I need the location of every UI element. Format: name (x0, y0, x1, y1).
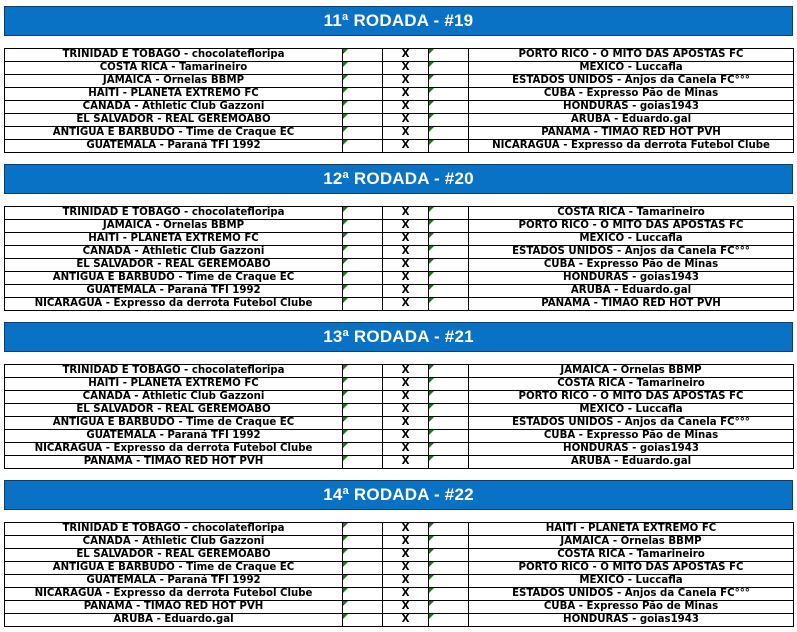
match-table (4, 48, 794, 153)
home-team: ANTIGUA E BARBUDO - Time de Craque EC (5, 127, 343, 140)
home-score-cell[interactable] (343, 404, 383, 417)
versus-label: X (383, 49, 429, 62)
match-row (5, 443, 794, 456)
home-score-cell[interactable] (343, 127, 383, 140)
home-score-cell[interactable] (343, 259, 383, 272)
home-team: HAITI - PLANETA EXTREMO FC (5, 88, 343, 101)
away-score-cell[interactable] (429, 365, 469, 378)
home-score-cell[interactable] (343, 298, 383, 311)
home-score-cell[interactable] (343, 601, 383, 614)
match-row (5, 391, 794, 404)
match-row (5, 207, 794, 220)
versus-label: X (383, 298, 429, 311)
home-score-cell[interactable] (343, 272, 383, 285)
versus-label: X (383, 443, 429, 456)
versus-label: X (383, 588, 429, 601)
away-score-cell[interactable] (429, 523, 469, 536)
away-score-cell[interactable] (429, 285, 469, 298)
versus-label: X (383, 378, 429, 391)
away-team: ESTADOS UNIDOS - Anjos da Canela FC°°° (469, 588, 794, 601)
away-score-cell[interactable] (429, 391, 469, 404)
match-row (5, 246, 794, 259)
round-header: 14ª RODADA - #22 (4, 480, 793, 510)
home-team: COSTA RICA - Tamarineiro (5, 62, 343, 75)
home-score-cell[interactable] (343, 391, 383, 404)
match-row (5, 601, 794, 614)
away-team: COSTA RICA - Tamarineiro (469, 207, 794, 220)
home-team: TRINIDAD E TOBAGO - chocolatefloripa (5, 365, 343, 378)
match-row (5, 62, 794, 75)
home-score-cell[interactable] (343, 101, 383, 114)
home-team: JAMAICA - Ornelas BBMP (5, 75, 343, 88)
home-score-cell[interactable] (343, 114, 383, 127)
versus-label: X (383, 391, 429, 404)
away-score-cell[interactable] (429, 456, 469, 469)
away-team: JAMAICA - Ornelas BBMP (469, 365, 794, 378)
home-score-cell[interactable] (343, 523, 383, 536)
away-score-cell[interactable] (429, 272, 469, 285)
away-team: MÉXICO - Luccafla (469, 404, 794, 417)
home-team: EL SALVADOR - REAL GEREMOABO (5, 259, 343, 272)
away-score-cell[interactable] (429, 127, 469, 140)
away-score-cell[interactable] (429, 49, 469, 62)
home-score-cell[interactable] (343, 140, 383, 153)
match-row (5, 75, 794, 88)
home-team: HAITI - PLANETA EXTREMO FC (5, 378, 343, 391)
round-section (4, 322, 793, 467)
match-row (5, 220, 794, 233)
away-score-cell[interactable] (429, 378, 469, 391)
away-score-cell[interactable] (429, 140, 469, 153)
versus-label: X (383, 101, 429, 114)
versus-label: X (383, 417, 429, 430)
round-section (4, 6, 793, 151)
home-team: ANTIGUA E BARBUDO - Time de Craque EC (5, 562, 343, 575)
home-score-cell[interactable] (343, 220, 383, 233)
away-score-cell[interactable] (429, 220, 469, 233)
away-score-cell[interactable] (429, 443, 469, 456)
away-team: COSTA RICA - Tamarineiro (469, 549, 794, 562)
home-team: TRINIDAD E TOBAGO - chocolatefloripa (5, 49, 343, 62)
match-row (5, 588, 794, 601)
versus-label: X (383, 233, 429, 246)
home-team: GUATEMALA - Paraná TFI 1992 (5, 430, 343, 443)
away-score-cell[interactable] (429, 404, 469, 417)
match-row (5, 523, 794, 536)
home-score-cell[interactable] (343, 88, 383, 101)
match-row (5, 417, 794, 430)
away-score-cell[interactable] (429, 614, 469, 627)
away-score-cell[interactable] (429, 536, 469, 549)
away-score-cell[interactable] (429, 75, 469, 88)
home-score-cell[interactable] (343, 378, 383, 391)
away-team: CUBA - Expresso Pão de Minas (469, 601, 794, 614)
versus-label: X (383, 601, 429, 614)
away-team: NICARAGUA - Expresso da derrota Futebol Clube (469, 140, 794, 153)
match-row (5, 101, 794, 114)
home-score-cell[interactable] (343, 614, 383, 627)
home-team: EL SALVADOR - REAL GEREMOABO (5, 404, 343, 417)
versus-label: X (383, 272, 429, 285)
versus-label: X (383, 549, 429, 562)
match-row (5, 285, 794, 298)
away-team: MÉXICO - Luccafla (469, 62, 794, 75)
round-header: 13ª RODADA - #21 (4, 322, 793, 352)
match-row (5, 614, 794, 627)
away-score-cell[interactable] (429, 101, 469, 114)
match-row (5, 536, 794, 549)
match-row (5, 259, 794, 272)
away-team: PORTO RICO - O MITO DAS APOSTAS FC (469, 391, 794, 404)
home-team: GUATEMALA - Paraná TFI 1992 (5, 575, 343, 588)
home-score-cell[interactable] (343, 285, 383, 298)
home-team: JAMAICA - Ornelas BBMP (5, 220, 343, 233)
home-team: EL SALVADOR - REAL GEREMOABO (5, 114, 343, 127)
home-team: CANADÁ - Athletic Club Gazzoni (5, 101, 343, 114)
away-score-cell[interactable] (429, 430, 469, 443)
away-team: MÉXICO - Luccafla (469, 575, 794, 588)
match-row (5, 562, 794, 575)
away-team: ESTADOS UNIDOS - Anjos da Canela FC°°° (469, 75, 794, 88)
home-score-cell[interactable] (343, 75, 383, 88)
match-table (4, 206, 794, 311)
versus-label: X (383, 259, 429, 272)
home-team: ANTIGUA E BARBUDO - Time de Craque EC (5, 272, 343, 285)
versus-label: X (383, 285, 429, 298)
match-row (5, 140, 794, 153)
home-score-cell[interactable] (343, 588, 383, 601)
home-team: NICARAGUA - Expresso da derrota Futebol Clube (5, 298, 343, 311)
home-team: PANAMÁ - TIMÃO RED HOT PVH (5, 601, 343, 614)
away-score-cell[interactable] (429, 588, 469, 601)
away-score-cell[interactable] (429, 88, 469, 101)
home-score-cell[interactable] (343, 233, 383, 246)
away-score-cell[interactable] (429, 298, 469, 311)
home-score-cell[interactable] (343, 417, 383, 430)
away-team: PANAMÁ - TIMÃO RED HOT PVH (469, 127, 794, 140)
match-row (5, 127, 794, 140)
versus-label: X (383, 114, 429, 127)
match-row (5, 88, 794, 101)
match-table (4, 364, 794, 469)
home-team: ARUBA - Eduardo.gal (5, 614, 343, 627)
home-team: NICARAGUA - Expresso da derrota Futebol Clube (5, 588, 343, 601)
versus-label: X (383, 614, 429, 627)
match-row (5, 233, 794, 246)
versus-label: X (383, 523, 429, 536)
home-team: TRINIDAD E TOBAGO - chocolatefloripa (5, 523, 343, 536)
away-team: ESTADOS UNIDOS - Anjos da Canela FC°°° (469, 246, 794, 259)
away-team: HONDURAS - goias1943 (469, 443, 794, 456)
home-score-cell[interactable] (343, 536, 383, 549)
versus-label: X (383, 575, 429, 588)
home-team: NICARAGUA - Expresso da derrota Futebol Clube (5, 443, 343, 456)
home-team: CANADÁ - Athletic Club Gazzoni (5, 391, 343, 404)
home-score-cell[interactable] (343, 456, 383, 469)
versus-label: X (383, 220, 429, 233)
home-score-cell[interactable] (343, 443, 383, 456)
home-score-cell[interactable] (343, 549, 383, 562)
match-row (5, 549, 794, 562)
home-score-cell[interactable] (343, 365, 383, 378)
away-score-cell[interactable] (429, 562, 469, 575)
home-team: PANAMÁ - TIMÃO RED HOT PVH (5, 456, 343, 469)
away-team: PORTO RICO - O MITO DAS APOSTAS FC (469, 562, 794, 575)
home-score-cell[interactable] (343, 575, 383, 588)
away-team: CUBA - Expresso Pão de Minas (469, 259, 794, 272)
away-team: PANAMÁ - TIMÃO RED HOT PVH (469, 298, 794, 311)
match-row (5, 404, 794, 417)
home-team: EL SALVADOR - REAL GEREMOABO (5, 549, 343, 562)
away-team: ESTADOS UNIDOS - Anjos da Canela FC°°° (469, 417, 794, 430)
versus-label: X (383, 75, 429, 88)
versus-label: X (383, 536, 429, 549)
versus-label: X (383, 562, 429, 575)
away-score-cell[interactable] (429, 417, 469, 430)
away-team: HONDURAS - goias1943 (469, 272, 794, 285)
away-team: ARUBA - Eduardo.gal (469, 114, 794, 127)
match-table (4, 522, 794, 627)
versus-label: X (383, 404, 429, 417)
away-team: HONDURAS - goias1943 (469, 101, 794, 114)
versus-label: X (383, 207, 429, 220)
home-team: GUATEMALA - Paraná TFI 1992 (5, 140, 343, 153)
away-team: JAMAICA - Ornelas BBMP (469, 536, 794, 549)
match-row (5, 365, 794, 378)
away-team: CUBA - Expresso Pão de Minas (469, 430, 794, 443)
away-score-cell[interactable] (429, 259, 469, 272)
round-section (4, 164, 793, 309)
away-score-cell[interactable] (429, 601, 469, 614)
home-team: ANTIGUA E BARBUDO - Time de Craque EC (5, 417, 343, 430)
away-team: PORTO RICO - O MITO DAS APOSTAS FC (469, 220, 794, 233)
versus-label: X (383, 127, 429, 140)
away-score-cell[interactable] (429, 62, 469, 75)
match-row (5, 114, 794, 127)
round-header: 11ª RODADA - #19 (4, 6, 793, 36)
match-row (5, 49, 794, 62)
home-team: HAITI - PLANETA EXTREMO FC (5, 233, 343, 246)
home-team: GUATEMALA - Paraná TFI 1992 (5, 285, 343, 298)
away-score-cell[interactable] (429, 246, 469, 259)
versus-label: X (383, 430, 429, 443)
away-team: PORTO RICO - O MITO DAS APOSTAS FC (469, 49, 794, 62)
away-team: HAITI - PLANETA EXTREMO FC (469, 523, 794, 536)
home-score-cell[interactable] (343, 207, 383, 220)
away-team: MÉXICO - Luccafla (469, 233, 794, 246)
round-header: 12ª RODADA - #20 (4, 164, 793, 194)
away-score-cell[interactable] (429, 207, 469, 220)
away-team: COSTA RICA - Tamarineiro (469, 378, 794, 391)
versus-label: X (383, 62, 429, 75)
away-team: ARUBA - Eduardo.gal (469, 456, 794, 469)
match-row (5, 272, 794, 285)
match-row (5, 378, 794, 391)
away-team: ARUBA - Eduardo.gal (469, 285, 794, 298)
versus-label: X (383, 140, 429, 153)
match-row (5, 430, 794, 443)
versus-label: X (383, 246, 429, 259)
match-row (5, 575, 794, 588)
versus-label: X (383, 456, 429, 469)
versus-label: X (383, 365, 429, 378)
away-score-cell[interactable] (429, 233, 469, 246)
away-score-cell[interactable] (429, 575, 469, 588)
home-score-cell[interactable] (343, 246, 383, 259)
away-team: CUBA - Expresso Pão de Minas (469, 88, 794, 101)
versus-label: X (383, 88, 429, 101)
match-row (5, 456, 794, 469)
home-score-cell[interactable] (343, 430, 383, 443)
home-score-cell[interactable] (343, 49, 383, 62)
home-team: CANADÁ - Athletic Club Gazzoni (5, 246, 343, 259)
home-team: TRINIDAD E TOBAGO - chocolatefloripa (5, 207, 343, 220)
home-score-cell[interactable] (343, 62, 383, 75)
home-team: CANADÁ - Athletic Club Gazzoni (5, 536, 343, 549)
away-score-cell[interactable] (429, 549, 469, 562)
home-score-cell[interactable] (343, 562, 383, 575)
match-row (5, 298, 794, 311)
round-section (4, 480, 793, 625)
away-score-cell[interactable] (429, 114, 469, 127)
away-team: HONDURAS - goias1943 (469, 614, 794, 627)
